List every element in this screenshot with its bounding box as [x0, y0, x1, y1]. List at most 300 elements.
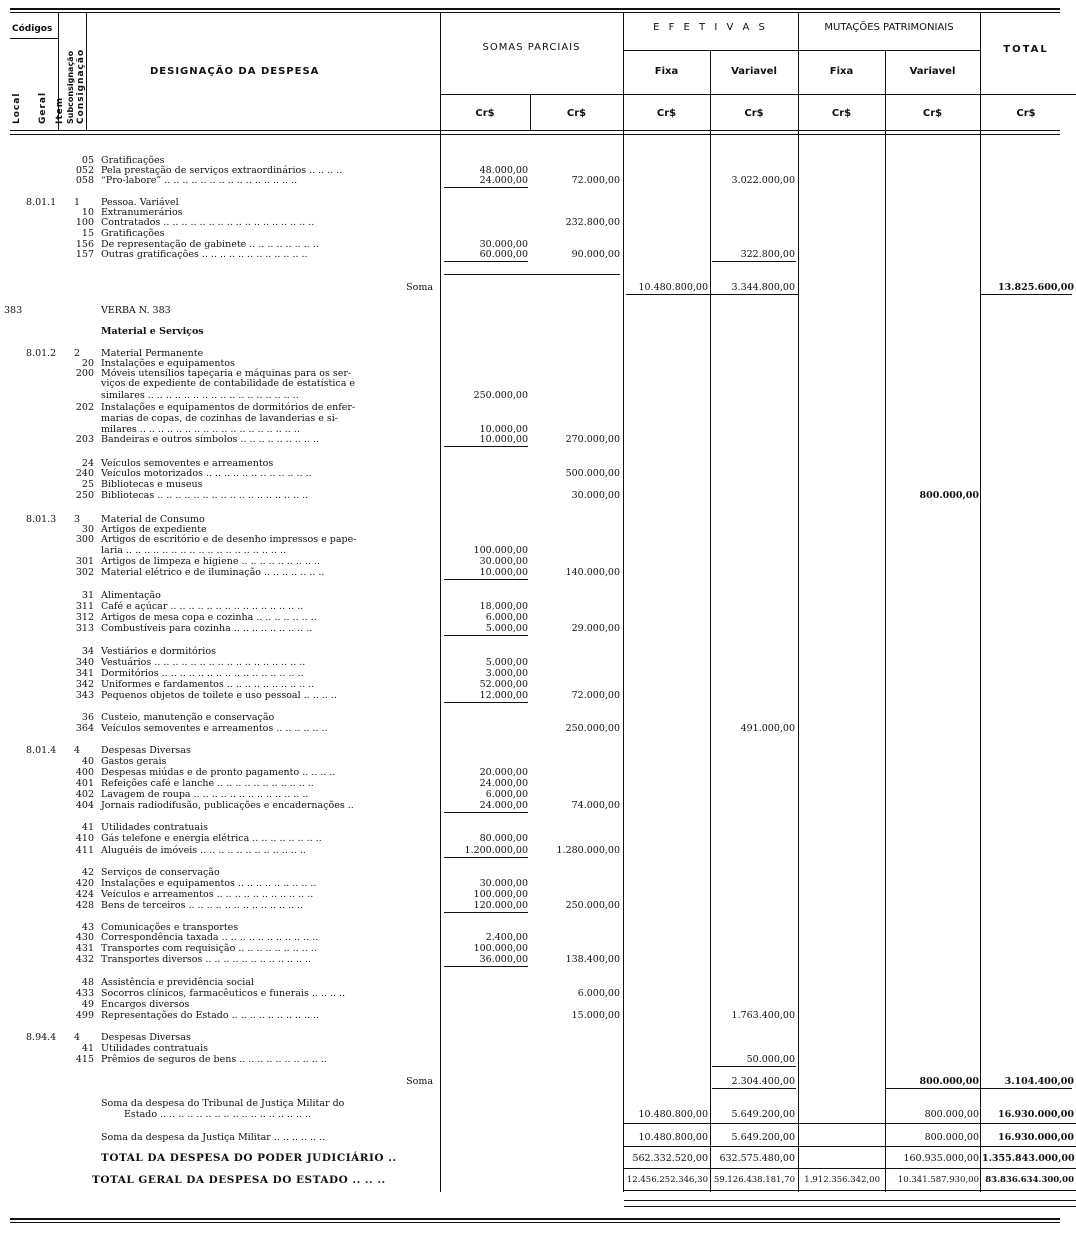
- table-row: [0, 1076, 1076, 1087]
- row-description: Encargos diversos: [101, 999, 190, 1010]
- row-description: Representações do Estado .. .. .. .. .. .. .. .. .. ..: [101, 1010, 320, 1021]
- subtotal-rule: [444, 261, 528, 262]
- row-consignacao-code: 431: [75, 943, 94, 954]
- row-consignacao-code: 432: [75, 954, 94, 965]
- table-row: [0, 977, 1076, 988]
- table-row: [0, 878, 1076, 889]
- total-efetivas-fixa: 12.456.252.346,30: [626, 1175, 708, 1185]
- soma-parcial-2: 250.000,00: [565, 723, 620, 734]
- row-subconsignacao-code: 30: [81, 524, 94, 535]
- code-consignacao: Consignação: [76, 48, 86, 124]
- row-subconsignacao-code: 36: [81, 712, 94, 723]
- row-consignacao-code: 428: [75, 900, 94, 911]
- table-row: [0, 228, 1076, 239]
- soma-parcial-2: 15.000,00: [571, 1010, 620, 1021]
- code-local: Local: [12, 92, 22, 124]
- row-description: VERBA N. 383: [101, 305, 171, 316]
- row-description: Café e açúcar .. .. .. .. .. .. .. .. .. .. .. .. .. .. ..: [101, 601, 304, 612]
- row-consignacao-code: 312: [75, 612, 94, 623]
- soma-parcial-1: 30.000,00: [479, 878, 528, 889]
- row-description: marias de copas, de cozinhas de lavanderias e si-: [101, 413, 339, 424]
- total-row: [0, 1132, 1076, 1143]
- table-row: [0, 612, 1076, 623]
- soma-parcial-1: 10.000,00: [479, 567, 528, 578]
- soma-rule: [980, 1088, 1072, 1089]
- table-row: [0, 556, 1076, 567]
- table-row: [0, 845, 1076, 856]
- row-local-code: 8.01.4: [26, 745, 57, 756]
- table-row: [0, 249, 1076, 260]
- soma-parcial-1: 100.000,00: [473, 545, 528, 556]
- bottom-rule: [10, 1218, 1060, 1220]
- row-description: laria .. .. .. .. .. .. .. .. .. .. .. .. .. .. .. .. .. ..: [101, 545, 287, 556]
- row-item-code: 2: [73, 348, 80, 359]
- table-row: [0, 756, 1076, 767]
- subtotal-rule: [444, 635, 528, 636]
- soma-parcial-1: 5.000,00: [485, 623, 528, 634]
- row-description: Extranumerários: [101, 207, 183, 218]
- row-description: Aluguéis de imóveis .. .. .. .. .. .. .. .. .. .. .. ..: [101, 845, 306, 856]
- row-local-code: 383: [4, 305, 23, 316]
- row-consignacao-code: 341: [75, 668, 94, 679]
- table-row: [0, 590, 1076, 601]
- table-row: [0, 789, 1076, 800]
- somas-parciais-header: SOMAS PARCIAIS: [482, 42, 581, 53]
- row-description: Artigos de expediente: [101, 524, 207, 535]
- soma-parcial-1: 1.200.000,00: [464, 845, 528, 856]
- row-description: Despesas miúdas e de pronto pagamento .. .. .. ..: [101, 767, 336, 778]
- total-mutacoes-variavel: 160.935.000,00: [903, 1153, 979, 1164]
- total-description: Soma da despesa do Tribunal de Justiça Militar do: [101, 1098, 345, 1109]
- row-description: Artigos de mesa copa e cozinha .. .. .. .. .. .. ..: [101, 612, 317, 623]
- row-consignacao-code: 342: [75, 679, 94, 690]
- table-row: [0, 679, 1076, 690]
- row-description: Pessoa. Variável: [101, 197, 179, 208]
- table-row: [0, 988, 1076, 999]
- row-description: Material Permanente: [101, 348, 204, 359]
- row-consignacao-code: 430: [75, 932, 94, 943]
- soma-parcial-1: 20.000,00: [479, 767, 528, 778]
- soma-parcial-1: 80.000,00: [479, 833, 528, 844]
- soma-parcial-1: 10.000,00: [479, 434, 528, 445]
- row-consignacao-code: 200: [75, 368, 94, 379]
- row-description: Transportes com requisição .. .. .. .. .. .. .. .. ..: [101, 943, 317, 954]
- row-description: Veículos e arreamentos .. .. .. .. .. .. .. .. .. .. ..: [101, 889, 314, 900]
- total-row: [0, 1153, 1076, 1164]
- total-row-continuation: [0, 1109, 1076, 1120]
- total-efetivas-variavel: 5.649.200,00: [731, 1132, 795, 1143]
- row-description: Gastos gerais: [101, 756, 167, 767]
- table-row: [0, 712, 1076, 723]
- row-description: Assistência e previdência social: [101, 977, 254, 988]
- top-rule-inner: [10, 12, 1060, 13]
- subtotal-rule: [444, 857, 528, 858]
- row-subconsignacao-code: 15: [81, 228, 94, 239]
- total-description: TOTAL GERAL DA DESPESA DO ESTADO .. .. ..: [92, 1174, 386, 1186]
- row-consignacao-code: 400: [75, 767, 94, 778]
- row-description: Custeio, manutenção e conservação: [101, 712, 275, 723]
- total-header: TOTAL: [1003, 44, 1049, 55]
- table-row: [0, 1043, 1076, 1054]
- total-value: 3.104.400,00: [1004, 1076, 1074, 1087]
- currency-ef: Cr$: [656, 108, 677, 119]
- row-description: Prêmios de seguros de bens .. .. .. .. .. .. .. .. .. ..: [101, 1054, 327, 1065]
- row-subconsignacao-code: 41: [81, 822, 94, 833]
- row-description: Material de Consumo: [101, 514, 205, 525]
- efetivas-variavel-value: 50.000,00: [746, 1054, 795, 1065]
- row-description: Pequenos objetos de toilete e uso pessoal .. .. .. ..: [101, 690, 337, 701]
- soma-rule: [712, 1088, 796, 1089]
- row-consignacao-code: 300: [75, 534, 94, 545]
- soma-rule: [626, 294, 798, 295]
- total-geral: 16.930.000,00: [997, 1132, 1074, 1143]
- row-description: Veículos semoventes e arreamentos .. .. .. .. .. ..: [101, 723, 328, 734]
- row-description: Móveis utensílios tapeçaria e máquinas para os ser-: [101, 368, 352, 379]
- table-row: [0, 567, 1076, 578]
- table-row: [0, 943, 1076, 954]
- total-efetivas-variavel: 59.126.438.181,70: [713, 1175, 795, 1185]
- row-description: Artigos de escritório e de desenho impressos e pape-: [101, 534, 357, 545]
- row-subconsignacao-code: 42: [81, 867, 94, 878]
- row-subconsignacao-code: 25: [81, 479, 94, 490]
- table-row: [0, 889, 1076, 900]
- row-subconsignacao-code: 24: [81, 458, 94, 469]
- soma-parcial-2: 270.000,00: [565, 434, 620, 445]
- table-row: [0, 867, 1076, 878]
- efetivas-variavel-value: 322.800,00: [740, 249, 795, 260]
- subtotal-rule: [444, 702, 528, 703]
- subtotal-rule: [444, 912, 528, 913]
- row-description: Material e Serviços: [101, 326, 204, 337]
- row-local-code: 8.01.1: [26, 197, 57, 208]
- efetivas-variavel-value: 3.022.000,00: [731, 175, 795, 186]
- row-description: Veículos motorizados .. .. .. .. .. .. .. .. .. .. .. ..: [101, 468, 312, 479]
- total-mutacoes-variavel: 800.000,00: [924, 1109, 979, 1120]
- row-consignacao-code: 402: [75, 789, 94, 800]
- table-row: [0, 668, 1076, 679]
- row-consignacao-code: 240: [75, 468, 94, 479]
- soma-parcial-2: 29.000,00: [571, 623, 620, 634]
- soma-parcial-2: 1.280.000,00: [556, 845, 620, 856]
- total-value: 13.825.600,00: [997, 282, 1074, 293]
- table-row: [0, 657, 1076, 668]
- row-description: Despesas Diversas: [101, 745, 191, 756]
- row-description: Lavagem de roupa .. .. .. .. .. .. .. .. .. .. .. .. ..: [101, 789, 309, 800]
- row-item-code: 4: [73, 745, 80, 756]
- row-description: Outras gratificações .. .. .. .. .. .. .. .. .. .. .. ..: [101, 249, 308, 260]
- table-row: [0, 601, 1076, 612]
- row-local-code: 8.01.3: [26, 514, 57, 525]
- row-description: Alimentação: [101, 590, 161, 601]
- table-row: [0, 545, 1076, 556]
- soma-rule: [980, 294, 1072, 295]
- currency-sp1: Cr$: [475, 108, 495, 119]
- total-efetivas-variavel: 5.649.200,00: [731, 1109, 795, 1120]
- table-row: [0, 800, 1076, 811]
- soma-rule: [886, 1088, 980, 1089]
- table-row: [0, 954, 1076, 965]
- row-description: Combustíveis para cozinha .. .. .. .. .. .. .. .. ..: [101, 623, 313, 634]
- row-description: Gás telefone e energia elétrica .. .. .. .. .. .. .. ..: [101, 833, 322, 844]
- col-sep: [86, 12, 87, 130]
- designacao-header: DESIGNAÇÃO DA DESPESA: [150, 66, 320, 77]
- soma-parcial-1: 10.000,00: [479, 424, 528, 435]
- row-description: “Pro-labore” .. .. .. .. .. .. .. .. .. .. .. .. .. .. ..: [101, 175, 298, 186]
- row-consignacao-code: 203: [75, 434, 94, 445]
- table-row: [0, 490, 1076, 501]
- table-row: [0, 690, 1076, 701]
- row-subconsignacao-code: 43: [81, 922, 94, 933]
- row-consignacao-code: 340: [75, 657, 94, 668]
- efetivas-variavel: Variavel: [731, 66, 777, 77]
- table-row: [0, 468, 1076, 479]
- table-row: [0, 479, 1076, 490]
- row-description: Bibliotecas e museus: [101, 479, 203, 490]
- efetivas-variavel-value: 491.000,00: [740, 723, 795, 734]
- subtotal-rule: [444, 812, 528, 813]
- subtotal-rule: [444, 579, 528, 580]
- total-row: [0, 1175, 1076, 1186]
- soma-parcial-2: 232.800,00: [565, 217, 620, 228]
- row-consignacao-code: 301: [75, 556, 94, 567]
- row-consignacao-code: 401: [75, 778, 94, 789]
- row-description: Pela prestação de serviços extraordinários .. .. .. ..: [101, 165, 343, 176]
- codigos-rule: [10, 38, 58, 39]
- soma-parcial-2: 72.000,00: [571, 175, 620, 186]
- row-description: milares .. .. .. .. .. .. .. .. .. .. .. .. .. .. .. .. .. ..: [101, 424, 300, 435]
- soma-parcial-1: 36.000,00: [479, 954, 528, 965]
- header-bottom-rule: [10, 130, 1060, 131]
- soma-parcial-1: 120.000,00: [473, 900, 528, 911]
- table-row: [0, 646, 1076, 657]
- table-row: [0, 378, 1076, 389]
- efetivas-header: E F E T I V A S: [653, 22, 768, 33]
- soma-parcial-1: 250.000,00: [473, 390, 528, 401]
- row-description: Bandeiras e outros símbolos .. .. .. .. .. .. .. .. ..: [101, 434, 319, 445]
- row-consignacao-code: 302: [75, 567, 94, 578]
- currency-rule: [440, 94, 1076, 95]
- total-geral: 1.355.843.000,00: [982, 1153, 1075, 1164]
- currency-sp2: Cr$: [566, 108, 587, 119]
- efetivas-variavel-value: 1.763.400,00: [731, 1010, 795, 1021]
- row-item-code: 3: [73, 514, 80, 525]
- soma-parcial-1: 52.000,00: [479, 679, 528, 690]
- subtotal-rule: [444, 446, 528, 447]
- table-row: [0, 217, 1076, 228]
- row-description: Transportes diversos .. .. .. .. .. .. .. .. .. .. .. ..: [101, 954, 312, 965]
- row-description: Serviços de conservação: [101, 867, 220, 878]
- row-subconsignacao-code: 34: [81, 646, 94, 657]
- row-description: Instalações e equipamentos: [101, 358, 235, 369]
- row-description: viços de expediente de contabilidade de estatística e: [101, 378, 356, 389]
- row-consignacao-code: 415: [75, 1054, 94, 1065]
- mutacoes-variavel-value: 800.000,00: [919, 490, 979, 501]
- row-description: Dormitórios .. .. .. .. .. .. .. .. .. .. .. .. .. .. .. ..: [101, 668, 304, 679]
- total-efetivas-variavel: 632.575.480,00: [719, 1153, 795, 1164]
- total-efetivas-fixa: 10.480.800,00: [638, 1109, 708, 1120]
- soma-parcial-2: 74.000,00: [571, 800, 620, 811]
- row-description: Utilidades contratuais: [101, 822, 208, 833]
- table-row: [0, 778, 1076, 789]
- total-efetivas-fixa: 562.332.520,00: [632, 1153, 708, 1164]
- soma-parcial-1: 6.000,00: [485, 612, 528, 623]
- total-description-continuation: Estado .. .. .. .. .. .. .. .. .. .. .. .. .. .. .. .. ..: [124, 1109, 312, 1120]
- row-description: Correspondência taxada .. .. .. .. .. .. .. .. .. .. ..: [101, 932, 319, 943]
- code-subconsignacao: Subconsignação: [66, 50, 75, 124]
- soma-parcial-2: 90.000,00: [571, 249, 620, 260]
- efetivas-variavel-value: 3.344.800,00: [731, 282, 795, 293]
- table-row: [0, 1032, 1076, 1043]
- soma-label: Soma: [406, 282, 433, 293]
- currency-ev: Cr$: [744, 108, 764, 119]
- soma-parcial-1: 3.000,00: [485, 668, 528, 679]
- row-description: Bens de terceiros .. .. .. .. .. .. .. .. .. .. .. .. ..: [101, 900, 304, 911]
- soma-parcial-1: 48.000,00: [479, 165, 528, 176]
- total-mutacoes-fixa: 1.912.356.342,00: [804, 1175, 880, 1185]
- table-row: [0, 326, 1076, 337]
- total-description: TOTAL DA DESPESA DO PODER JUDICIÁRIO ..: [101, 1152, 397, 1164]
- total-rule: [624, 1123, 1076, 1124]
- row-description: Vestiários e dormitórios: [101, 646, 216, 657]
- currency-tot: Cr$: [1016, 108, 1036, 119]
- row-description: similares .. .. .. .. .. .. .. .. .. .. .. .. .. .. .. .. ..: [101, 390, 299, 401]
- code-item: Item: [55, 96, 65, 124]
- row-description: Refeições café e lanche .. .. .. .. .. .. .. .. .. .. ..: [101, 778, 314, 789]
- row-consignacao-code: 156: [75, 239, 94, 250]
- soma-parcial-2: 500.000,00: [565, 468, 620, 479]
- soma-parcial-1: 30.000,00: [479, 239, 528, 250]
- row-consignacao-code: 404: [75, 800, 94, 811]
- row-consignacao-code: 311: [75, 601, 94, 612]
- row-description: Veículos semoventes e arreamentos: [101, 458, 274, 469]
- row-consignacao-code: 100: [75, 217, 94, 228]
- row-consignacao-code: 420: [75, 878, 94, 889]
- soma-parcial-1: 24.000,00: [479, 800, 528, 811]
- table-row: [0, 723, 1076, 734]
- row-item-code: 4: [73, 1032, 80, 1043]
- table-row: [0, 305, 1076, 316]
- total-rule: [624, 1190, 1076, 1191]
- total-mutacoes-variavel: 800.000,00: [924, 1132, 979, 1143]
- row-description: De representação de gabinete .. .. .. .. .. .. .. ..: [101, 239, 319, 250]
- row-subconsignacao-code: 20: [81, 358, 94, 369]
- row-description: Gratificações: [101, 155, 165, 166]
- soma-parcial-2: 250.000,00: [565, 900, 620, 911]
- table-row: [0, 833, 1076, 844]
- soma-parcial-1: 30.000,00: [479, 556, 528, 567]
- efetivas-fixa: Fixa: [654, 66, 679, 77]
- row-description: Jornais radiodifusão, publicações e encadernações ..: [101, 800, 354, 811]
- soma-parcial-1: 2.400,00: [485, 932, 528, 943]
- total-rule: [624, 1206, 1076, 1207]
- soma-parcial-1: 24.000,00: [479, 778, 528, 789]
- soma-parcial-2: 72.000,00: [571, 690, 620, 701]
- table-row: [0, 282, 1076, 293]
- subtotal-rule: [712, 261, 796, 262]
- bottom-rule-inner: [10, 1222, 1060, 1223]
- row-consignacao-code: 433: [75, 988, 94, 999]
- mutacoes-fixa: Fixa: [829, 66, 854, 77]
- row-consignacao-code: 052: [75, 165, 94, 176]
- top-rule: [10, 8, 1060, 10]
- table-row: [0, 175, 1076, 186]
- table-row: [0, 1054, 1076, 1065]
- row-consignacao-code: 157: [75, 249, 94, 260]
- row-local-code: 8.94.4: [26, 1032, 57, 1043]
- soma-parcial-1: 18.000,00: [479, 601, 528, 612]
- row-description: Gratificações: [101, 228, 165, 239]
- table-row: [0, 434, 1076, 445]
- row-item-code: 1: [73, 197, 80, 208]
- subtotal-rule: [444, 966, 528, 967]
- row-consignacao-code: 058: [75, 175, 94, 186]
- table-row: [0, 1010, 1076, 1021]
- row-description: Bibliotecas .. .. .. .. .. .. .. .. .. .. .. .. .. .. .. .. ..: [101, 490, 309, 501]
- subtotal-rule: [712, 1066, 796, 1067]
- total-description: Soma da despesa da Justiça Militar .. .. .. .. .. ..: [101, 1132, 326, 1143]
- row-description: Socorros clínicos, farmacêuticos e funerais .. .. .. ..: [101, 988, 346, 999]
- row-subconsignacao-code: 40: [81, 756, 94, 767]
- header-bottom-rule-2: [10, 134, 1060, 135]
- header-subrule: [623, 50, 980, 51]
- row-description: Vestuários .. .. .. .. .. .. .. .. .. .. .. .. .. .. .. .. ..: [101, 657, 306, 668]
- codigos-label: Códigos: [12, 24, 53, 34]
- table-row: [0, 767, 1076, 778]
- table-row: [0, 413, 1076, 424]
- soma-parcial-2: 6.000,00: [577, 988, 620, 999]
- soma-parcial-2: 140.000,00: [565, 567, 620, 578]
- row-consignacao-code: 364: [75, 723, 94, 734]
- row-description: Utilidades contratuais: [101, 1043, 208, 1054]
- row-consignacao-code: 499: [75, 1010, 94, 1021]
- row-subconsignacao-code: 10: [81, 207, 94, 218]
- total-geral: 83.836.634.300,00: [985, 1175, 1074, 1185]
- row-consignacao-code: 343: [75, 690, 94, 701]
- table-row: [0, 390, 1076, 401]
- row-consignacao-code: 410: [75, 833, 94, 844]
- row-subconsignacao-code: 48: [81, 977, 94, 988]
- currency-mf: Cr$: [831, 108, 852, 119]
- table-row: [0, 623, 1076, 634]
- soma-parcial-1: 5.000,00: [485, 657, 528, 668]
- mutacoes-header: MUTAÇÕES PATRIMONIAIS: [824, 22, 954, 33]
- row-consignacao-code: 250: [75, 490, 94, 501]
- row-subconsignacao-code: 05: [81, 155, 94, 166]
- row-description: Comunicações e transportes: [101, 922, 239, 933]
- row-consignacao-code: 202: [75, 402, 94, 413]
- row-description: Despesas Diversas: [101, 1032, 191, 1043]
- soma-label: Soma: [406, 1076, 433, 1087]
- table-row: [0, 932, 1076, 943]
- soma-parcial-1: 6.000,00: [485, 789, 528, 800]
- efetivas-fixa-value: 10.480.800,00: [638, 282, 708, 293]
- subtotal-rule: [444, 187, 528, 188]
- row-consignacao-code: 313: [75, 623, 94, 634]
- table-row: [0, 745, 1076, 756]
- row-subconsignacao-code: 41: [81, 1043, 94, 1054]
- row-description: Uniformes e fardamentos .. .. .. .. .. .. .. .. .. ..: [101, 679, 315, 690]
- row-description: Material elétrico e de iluminação .. .. .. .. .. .. ..: [101, 567, 325, 578]
- table-row: [0, 999, 1076, 1010]
- table-row: [0, 900, 1076, 911]
- soma-parcial-1: 60.000,00: [479, 249, 528, 260]
- row-description: Instalações e equipamentos de dormitórios de enfer-: [101, 402, 356, 413]
- col-sep: [530, 94, 531, 130]
- soma-parcial-1: 24.000,00: [479, 175, 528, 186]
- soma-parcial-2: 138.400,00: [565, 954, 620, 965]
- total-geral: 16.930.000,00: [997, 1109, 1074, 1120]
- row-local-code: 8.01.2: [26, 348, 57, 359]
